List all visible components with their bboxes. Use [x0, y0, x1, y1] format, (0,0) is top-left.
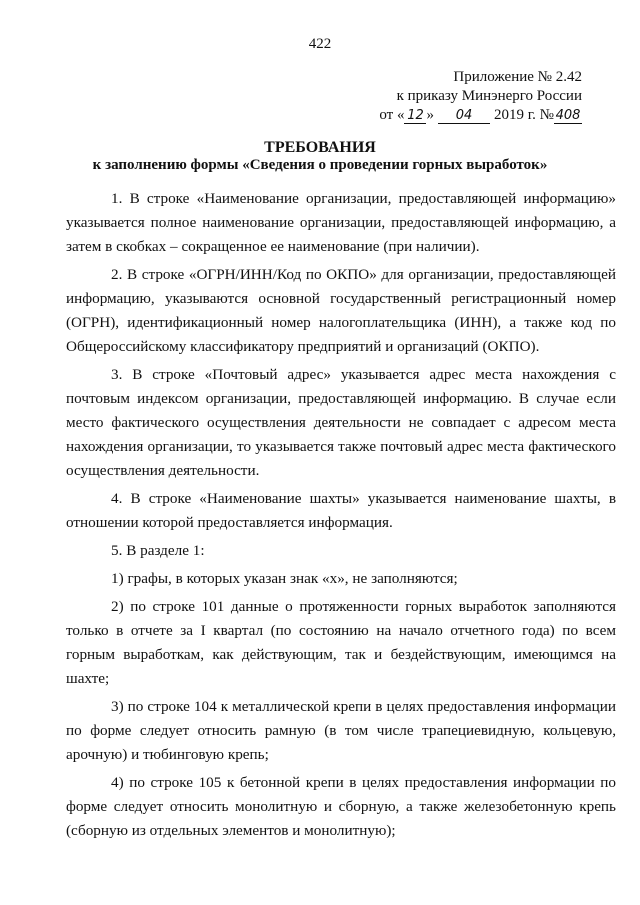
appendix-line-3	[352, 106, 582, 125]
paragraph-5-1: 1) графы, в которых указан знак «х», не заполняются;	[111, 570, 458, 587]
appendix-header	[352, 68, 582, 125]
paragraph-5: 5. В разделе 1:	[111, 542, 205, 559]
page-number: 422	[308, 36, 332, 52]
paragraph-3: 3. В строке «Почтовый адрес» указывается адрес места нахождения с почтовым индексом организации, предоставляющей информацию. В случае если место фактического осуществления деятельности не совпадает с адресом места нахождения организации, то указывается также почтовый адрес места фактического осуществления деятельности.	[66, 366, 616, 479]
paragraph-1: 1. В строке «Наименование организации, предоставляющей информацию» указывается полное наименование организации, предоставляющей информацию, а затем в скобках – сокращенное ее наименование (при наличии).	[66, 190, 616, 255]
date-mid: »	[426, 107, 434, 123]
paragraph-5-2: 2) по строке 101 данные о протяженности горных выработок заполняются только в отчете за I квартал (по состоянию на начало отчетного года) по всем горным выработкам, как действующим, так и бездействующим, имеющимся на шахте;	[66, 598, 616, 687]
document-body	[66, 187, 616, 847]
paragraph-5-4: 4) по строке 105 к бетонной крепи в целях предоставления информации по форме следует относить монолитную и сборную, а также железобетонную крепь (сборную из отдельных элементов и монолитную);	[66, 774, 616, 839]
appendix-line-1: Приложение № 2.42	[453, 69, 582, 85]
handwritten-order-number: 408	[555, 108, 581, 123]
handwritten-month: 04	[438, 109, 490, 124]
date-year: 2019 г. №	[493, 107, 554, 123]
paragraph-2: 2. В строке «ОГРН/ИНН/Код по ОКПО» для организации, предоставляющей информацию, указываются основной государственный регистрационный номер (ОГРН), идентификационный номер налогоплательщика (ИНН), а также код по Общероссийскому классификатору предприятий и организаций (ОКПО).	[66, 266, 616, 355]
appendix-line-2: к приказу Минэнерго России	[396, 88, 582, 104]
document-title: ТРЕБОВАНИЯ	[264, 139, 376, 156]
document-subtitle: к заполнению формы «Сведения о проведении горных выработок»	[92, 157, 548, 173]
paragraph-4: 4. В строке «Наименование шахты» указывается наименование шахты, в отношении которой предоставляется информация.	[66, 490, 616, 531]
handwritten-day: 12	[404, 109, 426, 124]
paragraph-5-3: 3) по строке 104 к металлической крепи в целях предоставления информации по форме следует относить рамную (в том числе трапециевидную, кольцевую, арочную) и тюбинговую крепь;	[66, 698, 616, 763]
date-prefix: от «	[379, 107, 405, 123]
